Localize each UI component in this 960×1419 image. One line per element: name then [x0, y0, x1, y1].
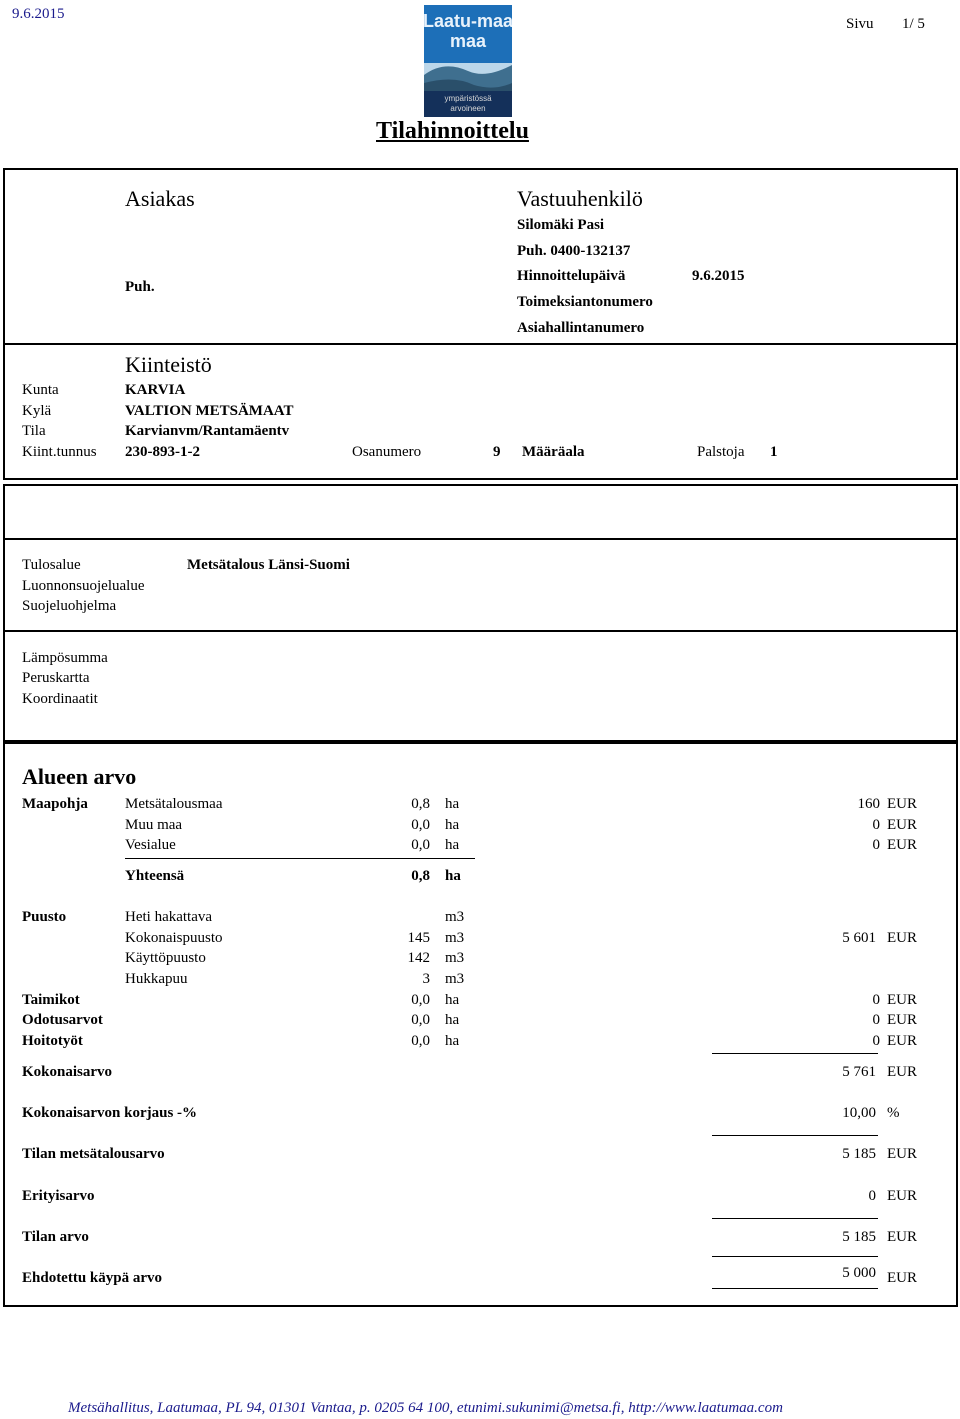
row-value: 5 601	[842, 930, 876, 946]
row-name: Odotusarvot	[22, 1012, 103, 1028]
row-currency: EUR	[887, 796, 917, 812]
assignment-number-label: Toimeksiantonumero	[517, 294, 653, 310]
row-name: Erityisarvo	[22, 1188, 95, 1204]
total-rule	[712, 1053, 878, 1054]
row-unit: ha	[445, 837, 460, 853]
row-qty: 0,8	[411, 796, 430, 812]
row-name: Hukkapuu	[125, 971, 188, 987]
row-name: Taimikot	[22, 992, 80, 1008]
row-currency: EUR	[887, 1146, 917, 1162]
area-info-box	[3, 484, 958, 743]
footer-contact: Metsähallitus, Laatumaa, PL 94, 01301 Vantaa, p. 0205 64 100, etunimi.sukunimi@metsa.fi, http://www.laatumaa.com	[68, 1400, 783, 1416]
peruskartta-label: Peruskartta	[22, 670, 90, 686]
row-currency: EUR	[887, 1012, 917, 1028]
row-value: 10,00	[842, 1105, 876, 1121]
total-rule	[712, 1288, 878, 1289]
vastuuhenkilo-heading: Vastuuhenkilö	[517, 186, 643, 211]
row-unit: ha	[445, 817, 460, 833]
luonnonsuojelualue-label: Luonnonsuojelualue	[22, 578, 145, 594]
row-value: 0	[872, 1012, 880, 1028]
tulosalue-label: Tulosalue	[22, 557, 81, 573]
row-name: Tilan metsätalousarvo	[22, 1146, 165, 1162]
row-unit: m3	[445, 950, 465, 966]
tulosalue-value: Metsätalous Länsi-Suomi	[187, 557, 350, 573]
total-rule	[712, 1256, 878, 1257]
suojeluohjelma-label: Suojeluohjelma	[22, 598, 117, 614]
row-name: Vesialue	[125, 837, 176, 853]
row-name: Kokonaispuusto	[125, 930, 223, 946]
row-currency: %	[887, 1105, 900, 1121]
row-currency: EUR	[887, 1229, 917, 1245]
page-number: 1/ 5	[902, 16, 925, 32]
row-qty: 0,0	[411, 992, 430, 1008]
total-rule	[712, 1135, 878, 1136]
osanumero-value: 9	[493, 444, 501, 460]
svg-text:ympäristössä: ympäristössä	[444, 94, 492, 103]
row-unit: m3	[445, 930, 465, 946]
asiakas-heading: Asiakas	[125, 186, 195, 211]
row-currency: EUR	[887, 1033, 917, 1049]
yhteensa-unit: ha	[445, 868, 461, 884]
divider	[3, 630, 958, 632]
total-rule	[712, 1218, 878, 1219]
row-name: Hoitotyöt	[22, 1033, 83, 1049]
row-qty: 0,0	[411, 837, 430, 853]
divider	[3, 538, 958, 540]
row-name: Muu maa	[125, 817, 183, 833]
row-value: 0	[868, 1188, 876, 1204]
pricing-date-label: Hinnoittelupäivä	[517, 268, 626, 284]
yhteensa-qty: 0,8	[411, 868, 430, 884]
kiinteisto-heading: Kiinteistö	[125, 352, 212, 377]
case-number-label: Asiahallintanumero	[517, 320, 645, 336]
laatumaa-logo	[424, 5, 512, 117]
row-unit: ha	[445, 1012, 460, 1028]
row-value: 5 761	[842, 1064, 876, 1080]
row-name: Heti hakattava	[125, 909, 213, 925]
tunnus-label: Kiint.tunnus	[22, 444, 97, 460]
row-unit: ha	[445, 992, 460, 1008]
row-value: 0	[872, 817, 880, 833]
asiakas-phone-label: Puh.	[125, 279, 155, 295]
kunta-label: Kunta	[22, 382, 59, 398]
row-value: 5 185	[842, 1146, 876, 1162]
row-currency: EUR	[887, 1270, 917, 1286]
row-qty: 0,0	[411, 1012, 430, 1028]
row-value: 0	[872, 837, 880, 853]
row-unit: ha	[445, 796, 460, 812]
row-name: Käyttöpuusto	[125, 950, 206, 966]
row-currency: EUR	[887, 817, 917, 833]
lampösumma-label: Lämpösumma	[22, 650, 108, 666]
row-name: Ehdotettu käypä arvo	[22, 1270, 163, 1286]
palstoja-label: Palstoja	[697, 444, 745, 460]
alueen-arvo-heading: Alueen arvo	[22, 764, 137, 789]
tunnus-value: 230-893-1-2	[125, 444, 200, 460]
row-qty: 0,0	[411, 817, 430, 833]
row-qty: 0,0	[411, 1033, 430, 1049]
divider	[3, 343, 958, 345]
tila-value: Karvianvm/Rantamäentv	[125, 423, 290, 439]
row-currency: EUR	[887, 930, 917, 946]
puusto-label: Puusto	[22, 909, 67, 925]
row-name: Kokonaisarvon korjaus -%	[22, 1105, 198, 1121]
row-currency: EUR	[887, 1064, 917, 1080]
row-name: Kokonaisarvo	[22, 1064, 113, 1080]
vastuuhenkilo-name: Silomäki Pasi	[517, 217, 605, 233]
row-currency: EUR	[887, 1188, 917, 1204]
row-unit: ha	[445, 1033, 460, 1049]
svg-text:arvoineen: arvoineen	[450, 104, 486, 113]
kyla-value: VALTION METSÄMAAT	[125, 403, 294, 419]
row-name: Tilan arvo	[22, 1229, 89, 1245]
row-value: 5 185	[842, 1229, 876, 1245]
kyla-label: Kylä	[22, 403, 52, 419]
pricing-date: 9.6.2015	[692, 268, 745, 284]
page-label: Sivu	[846, 16, 874, 32]
row-qty: 3	[422, 971, 430, 987]
maapohja-label: Maapohja	[22, 796, 88, 812]
row-qty: 142	[407, 950, 430, 966]
print-date: 9.6.2015	[12, 6, 65, 22]
row-qty: 145	[407, 930, 430, 946]
row-currency: EUR	[887, 837, 917, 853]
palstoja-value: 1	[770, 444, 778, 460]
row-value: 0	[872, 1033, 880, 1049]
osanumero-label: Osanumero	[352, 444, 422, 460]
maaraala-label: Määräala	[522, 444, 585, 460]
yhteensa-label: Yhteensä	[125, 868, 185, 884]
subtotal-rule	[125, 858, 475, 859]
row-value: 0	[872, 992, 880, 1008]
row-currency: EUR	[887, 992, 917, 1008]
row-unit: m3	[445, 909, 465, 925]
vastuuhenkilo-phone: Puh. 0400-132137	[517, 243, 631, 259]
logo-text: Laatu-maa	[424, 11, 512, 31]
kunta-value: KARVIA	[125, 382, 186, 398]
row-value: 160	[857, 796, 880, 812]
koordinaatit-label: Koordinaatit	[22, 691, 98, 707]
row-value: 5 000	[842, 1265, 876, 1281]
tila-label: Tila	[22, 423, 46, 439]
svg-text:maa: maa	[449, 31, 487, 51]
page-title: Tilahinnoittelu	[376, 118, 529, 144]
row-name: Metsätalousmaa	[125, 796, 223, 812]
row-unit: m3	[445, 971, 465, 987]
